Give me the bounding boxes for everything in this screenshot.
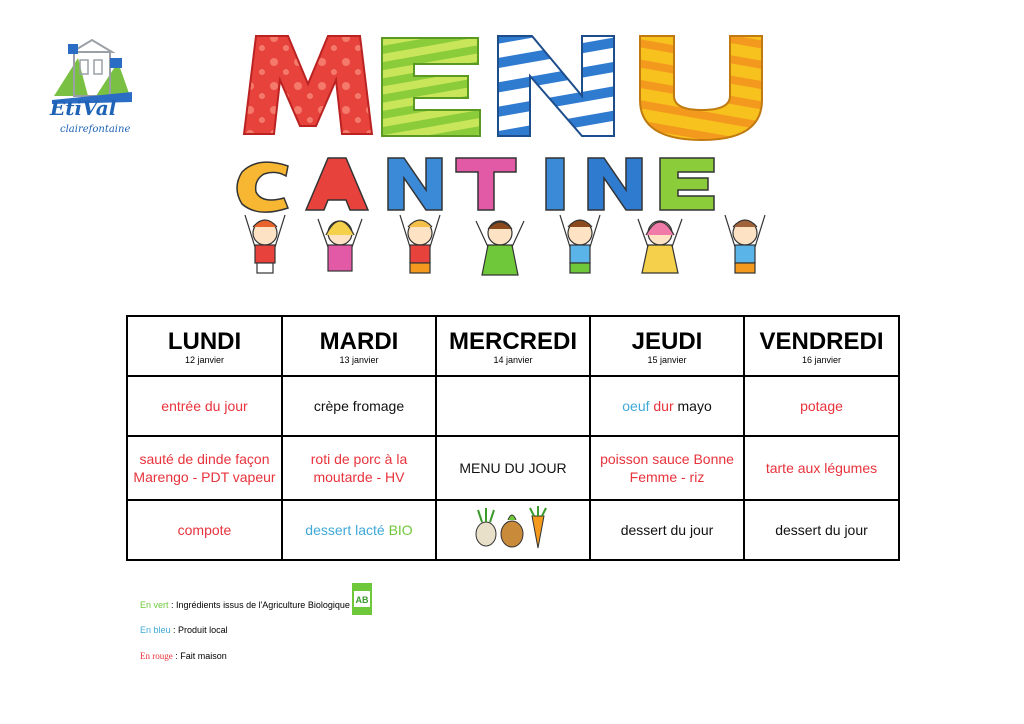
table-row-dessert <box>127 500 899 560</box>
vegetables-icon <box>468 506 558 550</box>
logo-text: EtiVal <box>50 96 117 120</box>
children-illustration <box>225 205 805 295</box>
etival-logo <box>48 38 134 144</box>
menu-cell: dessert lacté BIO <box>282 500 436 560</box>
day-header-mardi: MARDI 13 janvier <box>282 316 436 376</box>
menu-cell: dessert du jour <box>590 500 744 560</box>
legend-blue: En bleu : Produit local <box>140 625 228 635</box>
day-header-mercredi: MERCREDI 14 janvier <box>436 316 590 376</box>
day-header-jeudi: JEUDI 15 janvier <box>590 316 744 376</box>
menu-cell: crèpe fromage <box>282 376 436 436</box>
svg-text:AB: AB <box>355 595 369 605</box>
logo-subtitle: clairefontaine <box>60 124 131 135</box>
menu-cell: entrée du jour <box>127 376 282 436</box>
menu-cell: compote <box>127 500 282 560</box>
menu-cell: roti de porc à la moutarde - HV <box>282 436 436 500</box>
menu-cell: MENU DU JOUR <box>436 436 590 500</box>
day-header-vendredi: VENDREDI 16 janvier <box>744 316 899 376</box>
menu-cell: oeuf dur mayo <box>590 376 744 436</box>
menu-cell: poisson sauce Bonne Femme - riz <box>590 436 744 500</box>
table-row-main <box>127 436 899 500</box>
menu-title <box>242 30 782 142</box>
ab-organic-icon <box>352 583 372 615</box>
menu-cell: potage <box>744 376 899 436</box>
table-row-starter <box>127 376 899 436</box>
menu-cell: tarte aux légumes <box>744 436 899 500</box>
menu-cell: dessert du jour <box>744 500 899 560</box>
table-header-row <box>127 316 899 376</box>
menu-cell-vegetables <box>436 500 590 560</box>
menu-cell-empty <box>436 376 590 436</box>
menu-cell: sauté de dinde façon Marengo - PDT vapeur <box>127 436 282 500</box>
menu-table <box>126 315 900 561</box>
day-header-lundi: LUNDI 12 janvier <box>127 316 282 376</box>
legend-red: En rouge : Fait maison <box>140 651 227 661</box>
legend-green: En vert : Ingrédients issus de l'Agriculture Biologique <box>140 600 350 610</box>
